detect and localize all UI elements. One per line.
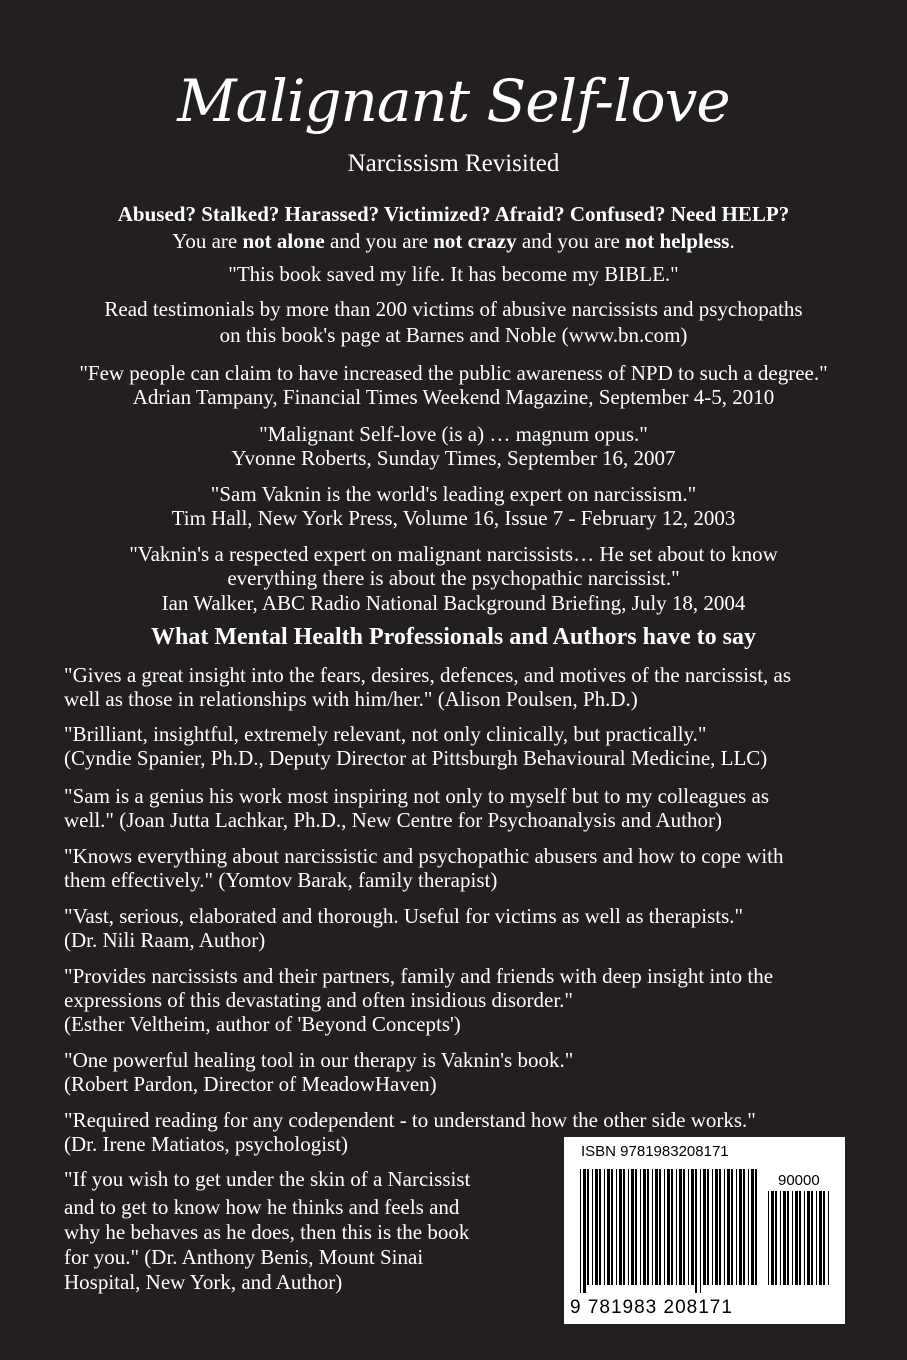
barcode-bars <box>580 1169 758 1293</box>
professionals-heading: What Mental Health Professionals and Authors have to say <box>151 624 756 650</box>
barcode-bar <box>691 1169 694 1285</box>
reassurance-emphasis: not alone <box>242 229 325 253</box>
barcode-bar <box>724 1169 725 1285</box>
professional-quote-line: "If you wish to get under the skin of a Narcissist <box>64 1167 471 1191</box>
barcode-bar <box>643 1169 646 1285</box>
professional-quote-line: "Sam is a genius his work most inspiring not only to myself but to my colleagues as <box>64 784 770 808</box>
barcode-bar <box>604 1169 605 1285</box>
barcode-bar <box>616 1169 617 1285</box>
reader-testimonial: "This book saved my life. It has become my BIBLE." <box>228 262 679 286</box>
testimonials-note-line: Read testimonials by more than 200 victims of abusive narcissists and psychopaths <box>104 297 803 321</box>
barcode-bar <box>667 1169 670 1285</box>
press-quote-line: everything there is about the psychopathic narcissist." <box>227 566 680 590</box>
barcode-bar <box>647 1169 649 1285</box>
barcode-bar <box>611 1169 613 1285</box>
barcode-bar <box>792 1191 793 1285</box>
barcode-bar <box>755 1169 757 1285</box>
professional-quote-line: (Esther Veltheim, author of 'Beyond Concepts') <box>64 1012 461 1036</box>
professional-quote-line: (Robert Pardon, Director of MeadowHaven) <box>64 1072 437 1096</box>
professional-quote-line: "Brilliant, insightful, extremely relevant, not only clinically, but practically." <box>64 722 707 746</box>
professional-quote-line: well as those in relationships with him/her." (Alison Poulsen, Ph.D.) <box>64 687 638 711</box>
barcode-bar <box>743 1169 745 1285</box>
barcode-bar <box>599 1169 601 1285</box>
barcode-bar <box>736 1169 737 1285</box>
barcode-bar <box>795 1191 798 1285</box>
barcode-bar <box>799 1191 801 1285</box>
barcode-bar <box>700 1169 701 1293</box>
barcode-bar <box>664 1169 665 1285</box>
professional-quote-line: (Dr. Nili Raam, Author) <box>64 928 266 952</box>
barcode-bar <box>635 1169 637 1285</box>
barcode-bar <box>712 1169 713 1285</box>
barcode-bar <box>655 1169 658 1285</box>
barcode-bar <box>623 1169 625 1285</box>
professional-quote-line: for you." (Dr. Anthony Benis, Mount Sinai <box>64 1245 424 1269</box>
reassurance-text: and you are <box>324 229 434 253</box>
barcode-bar <box>583 1169 586 1293</box>
professional-quote-line: why he behaves as he does, then this is the book <box>64 1220 470 1244</box>
barcode-bar <box>640 1169 641 1285</box>
barcode-bar <box>688 1169 689 1285</box>
professional-quote-line: "Gives a great insight into the fears, desires, defences, and motives of the narcissist, as <box>64 663 792 687</box>
barcode-bar <box>679 1169 682 1285</box>
barcode-bar <box>683 1169 685 1285</box>
barcode-bar <box>771 1191 774 1285</box>
intro-questions: Abused? Stalked? Harassed? Victimized? Afraid? Confused? Need HELP? <box>117 202 790 226</box>
isbn-label: ISBN 9781983208171 <box>581 1143 729 1160</box>
professional-quote-line: and to get to know how he thinks and feels and <box>64 1195 460 1219</box>
reassurance-text: You are <box>172 229 243 253</box>
barcode-bar <box>676 1169 677 1285</box>
barcode-bar <box>695 1169 697 1293</box>
barcode-addon-bars <box>768 1191 830 1293</box>
barcode-bar <box>592 1169 593 1285</box>
barcode-bar <box>731 1169 733 1285</box>
professional-quote-line: well." (Joan Jutta Lachkar, Ph.D., New Centre for Psychoanalysis and Author) <box>64 808 723 832</box>
barcode-bar <box>631 1169 634 1285</box>
professional-quote-line: Hospital, New York, and Author) <box>64 1270 343 1294</box>
barcode-bar <box>628 1169 629 1285</box>
barcode-bar <box>719 1169 721 1285</box>
press-quote-line: "Sam Vaknin is the world's leading expert on narcissism." <box>210 482 697 506</box>
barcode-bar <box>707 1169 709 1285</box>
book-title: Malignant Self-love <box>177 67 730 135</box>
barcode-bar <box>703 1169 706 1285</box>
barcode-bar <box>804 1191 805 1285</box>
press-quote-line: "Few people can claim to have increased the public awareness of NPD to such a degree." <box>79 361 828 385</box>
barcode-bar <box>780 1191 781 1285</box>
barcode-bar <box>739 1169 742 1285</box>
barcode-bar <box>595 1169 598 1285</box>
barcode-bar <box>727 1169 730 1285</box>
reassurance-emphasis: not crazy <box>433 229 517 253</box>
press-quote-source: Yvonne Roberts, Sunday Times, September 16, 2007 <box>231 446 676 470</box>
barcode-bar <box>783 1191 786 1285</box>
testimonials-note-line: on this book's page at Barnes and Noble (www.bn.com) <box>219 323 688 347</box>
barcode-bar <box>607 1169 610 1285</box>
professional-quote-line: them effectively." (Yomtov Barak, family therapist) <box>64 868 498 892</box>
barcode-bar <box>580 1169 581 1293</box>
reassurance-text: . <box>729 229 735 253</box>
barcode-bar <box>819 1191 822 1285</box>
barcode-bar <box>807 1191 810 1285</box>
price-code: 90000 <box>778 1172 820 1189</box>
reassurance-emphasis: not helpless <box>625 229 730 253</box>
barcode-bar <box>768 1191 769 1285</box>
barcode-bar <box>828 1191 829 1285</box>
press-quote-source: Adrian Tampany, Financial Times Weekend Magazine, September 4-5, 2010 <box>132 385 775 409</box>
professional-quote-line: "Provides narcissists and their partners, family and friends with deep insight into the <box>64 964 774 988</box>
professional-quote-line: "One powerful healing tool in our therapy is Vaknin's book." <box>64 1048 574 1072</box>
barcode-bar <box>751 1169 754 1285</box>
press-quote-source: Ian Walker, ABC Radio National Background Briefing, July 18, 2004 <box>161 591 746 615</box>
barcode-bar <box>715 1169 718 1285</box>
professional-quote-line: "Vast, serious, elaborated and thorough. Useful for victims as well as therapists." <box>64 904 744 928</box>
press-quote-line: "Vaknin's a respected expert on malignant narcissists… He set about to know <box>129 542 778 566</box>
barcode-bar <box>787 1191 789 1285</box>
barcode-bar <box>652 1169 653 1285</box>
barcode-bar <box>816 1191 817 1285</box>
barcode-bar <box>748 1169 749 1285</box>
reassurance-text: and you are <box>516 229 626 253</box>
barcode-bar <box>811 1191 813 1285</box>
barcode-digits: 9 781983 208171 <box>570 1297 733 1318</box>
book-subtitle: Narcissism Revisited <box>347 150 560 177</box>
press-quote-line: "Malignant Self-love (is a) … magnum opus." <box>259 422 648 446</box>
barcode-bar <box>671 1169 673 1285</box>
barcode-bar <box>619 1169 622 1285</box>
barcode-bar <box>659 1169 661 1285</box>
barcode-bar <box>823 1191 825 1285</box>
barcode-bar <box>775 1191 777 1285</box>
press-quote-source: Tim Hall, New York Press, Volume 16, Issue 7 - February 12, 2003 <box>171 506 736 530</box>
isbn-barcode <box>564 1137 845 1324</box>
professional-quote-line: "Knows everything about narcissistic and psychopathic abusers and how to cope with <box>64 844 784 868</box>
professional-quote-line: expressions of this devastating and often insidious disorder." <box>64 988 574 1012</box>
professional-quote-line: (Cyndie Spanier, Ph.D., Deputy Director at Pittsburgh Behavioural Medicine, LLC) <box>64 746 768 770</box>
intro-reassurance <box>0 229 907 253</box>
professional-quote-line: (Dr. Irene Matiatos, psychologist) <box>64 1132 349 1156</box>
barcode-bar <box>587 1169 589 1285</box>
professional-quote-line: "Required reading for any codependent - to understand how the other side works." <box>64 1108 756 1132</box>
